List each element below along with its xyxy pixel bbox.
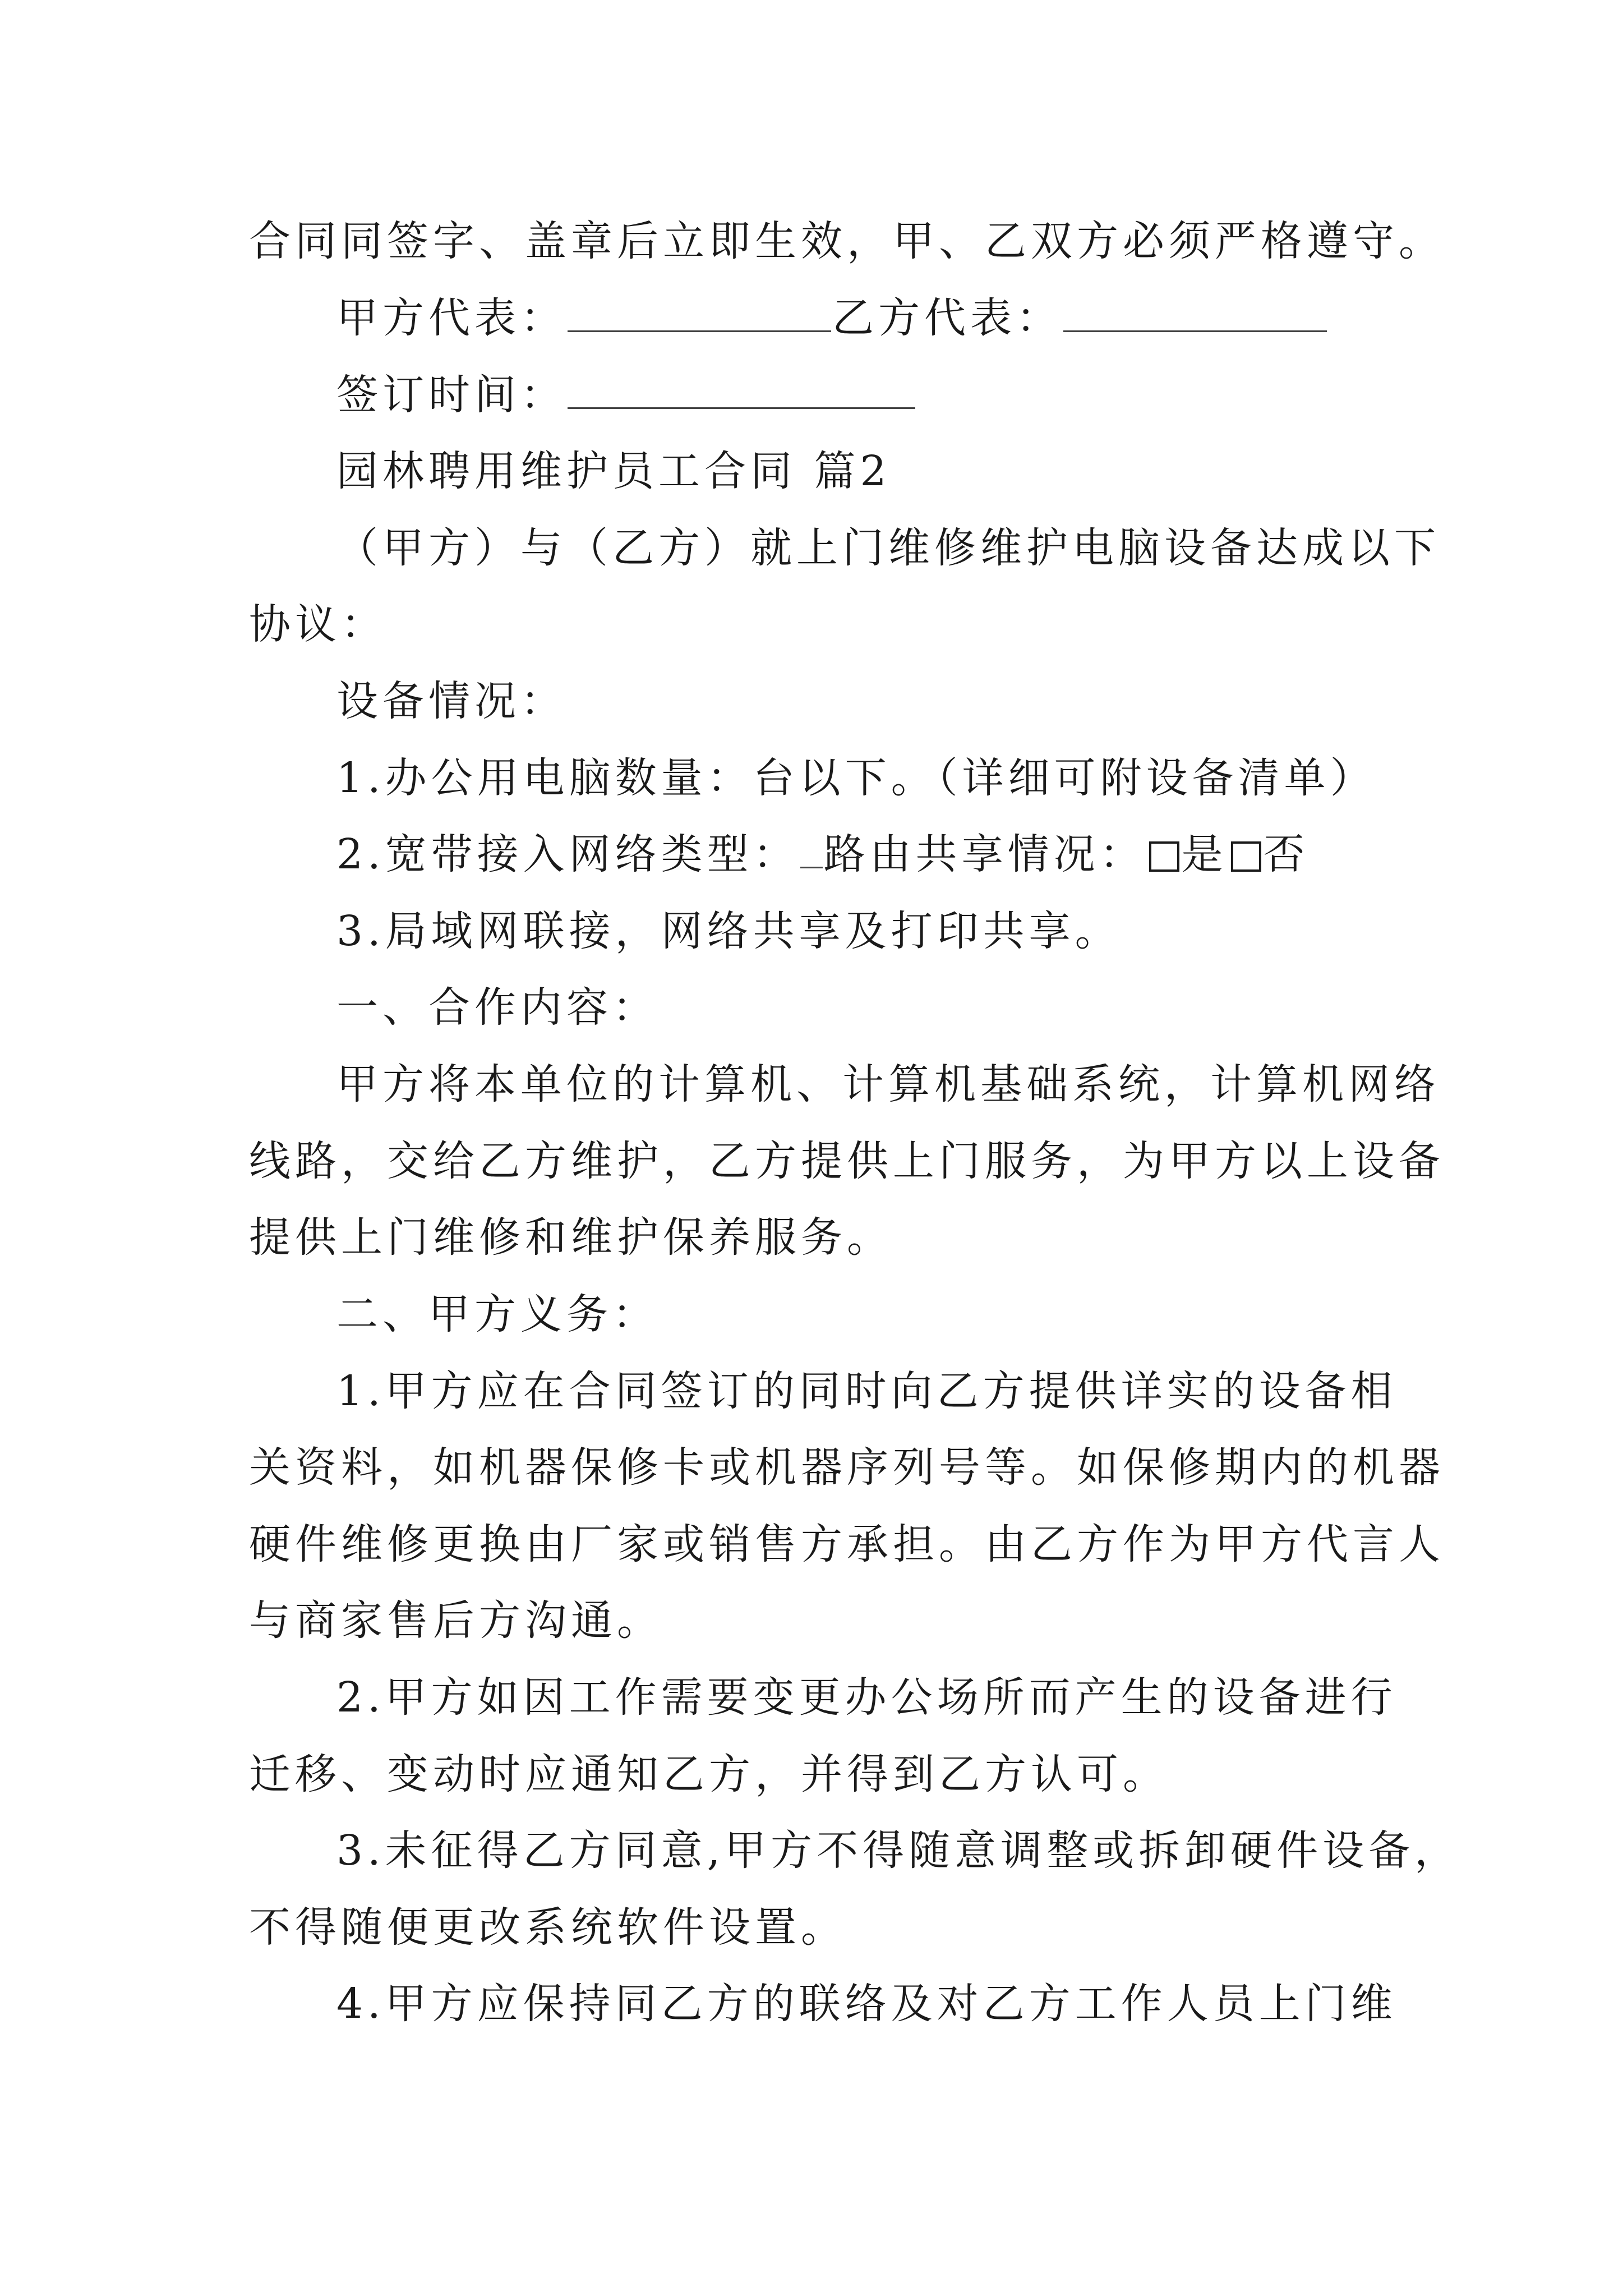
text-line: 提供上门维修和维护保养服务。: [249, 1213, 893, 1262]
party-a-blank: [568, 295, 831, 332]
text-line: 4.甲方应保持同乙方的联络及对乙方工作人员上门维: [336, 1980, 1397, 2028]
text-line: 2.甲方如因工作需要变更办公场所而产生的设备进行: [336, 1673, 1397, 1722]
text-line: 合同同签字、盖章后立即生效，甲、乙双方必须严格遵守。: [249, 217, 1445, 265]
text-line: 线路，交给乙方维护，乙方提供上门服务，为甲方以上设备: [249, 1137, 1445, 1185]
text-line: 设备情况：: [336, 677, 566, 725]
text-line: 关资料，如机器保修卡或机器序列号等。如保修期内的机器: [249, 1443, 1445, 1492]
text-line: 二、甲方义务：: [336, 1290, 658, 1338]
date-line: [336, 367, 1623, 423]
text-line: 一、合作内容：: [336, 983, 658, 1032]
text-line: 3.未征得乙方同意,甲方不得随意调整或拆卸硬件设备，: [336, 1826, 1461, 1875]
text-line: 与商家售后方沟通。: [249, 1596, 663, 1645]
party-b-blank: [1063, 295, 1327, 332]
date-blank: [568, 371, 915, 409]
signature-line: [336, 290, 1623, 346]
date-label: 签订时间：: [336, 371, 566, 419]
text-line: 硬件维修更换由厂家或销售方承担。由乙方作为甲方代言人: [249, 1520, 1445, 1568]
yes-checkbox[interactable]: [1149, 841, 1179, 872]
broadband-middle: 路由共享情况：: [823, 830, 1146, 878]
text-line: 协议：: [249, 600, 387, 648]
text-line: （甲方）与（乙方）就上门维修维护电脑设备达成以下: [336, 524, 1440, 572]
broadband-blank: [800, 831, 823, 868]
party-b-label: 乙方代表：: [832, 294, 1062, 342]
yes-label: 是: [1181, 830, 1228, 878]
section-title: 园林聘用维护员工合同 篇2: [336, 447, 891, 495]
text-line: 1.甲方应在合同签订的同时向乙方提供详实的设备相: [336, 1367, 1397, 1415]
text-line: 迁移、变动时应通知乙方，并得到乙方认可。: [249, 1750, 1169, 1798]
text-line: 1.办公用电脑数量：台以下。（详细可附设备清单）: [336, 754, 1376, 802]
text-line: 不得随便更改系统软件设置。: [249, 1903, 847, 1952]
text-line: 3.局域网联接，网络共享及打印共享。: [336, 907, 1121, 955]
broadband-prefix: 2.宽带接入网络类型：: [336, 830, 799, 878]
no-checkbox[interactable]: [1231, 841, 1261, 872]
party-a-label: 甲方代表：: [336, 294, 566, 342]
no-label: 否: [1263, 830, 1310, 878]
text-line: 甲方将本单位的计算机、计算机基础系统，计算机网络: [336, 1060, 1440, 1108]
broadband-line: [336, 826, 1623, 882]
